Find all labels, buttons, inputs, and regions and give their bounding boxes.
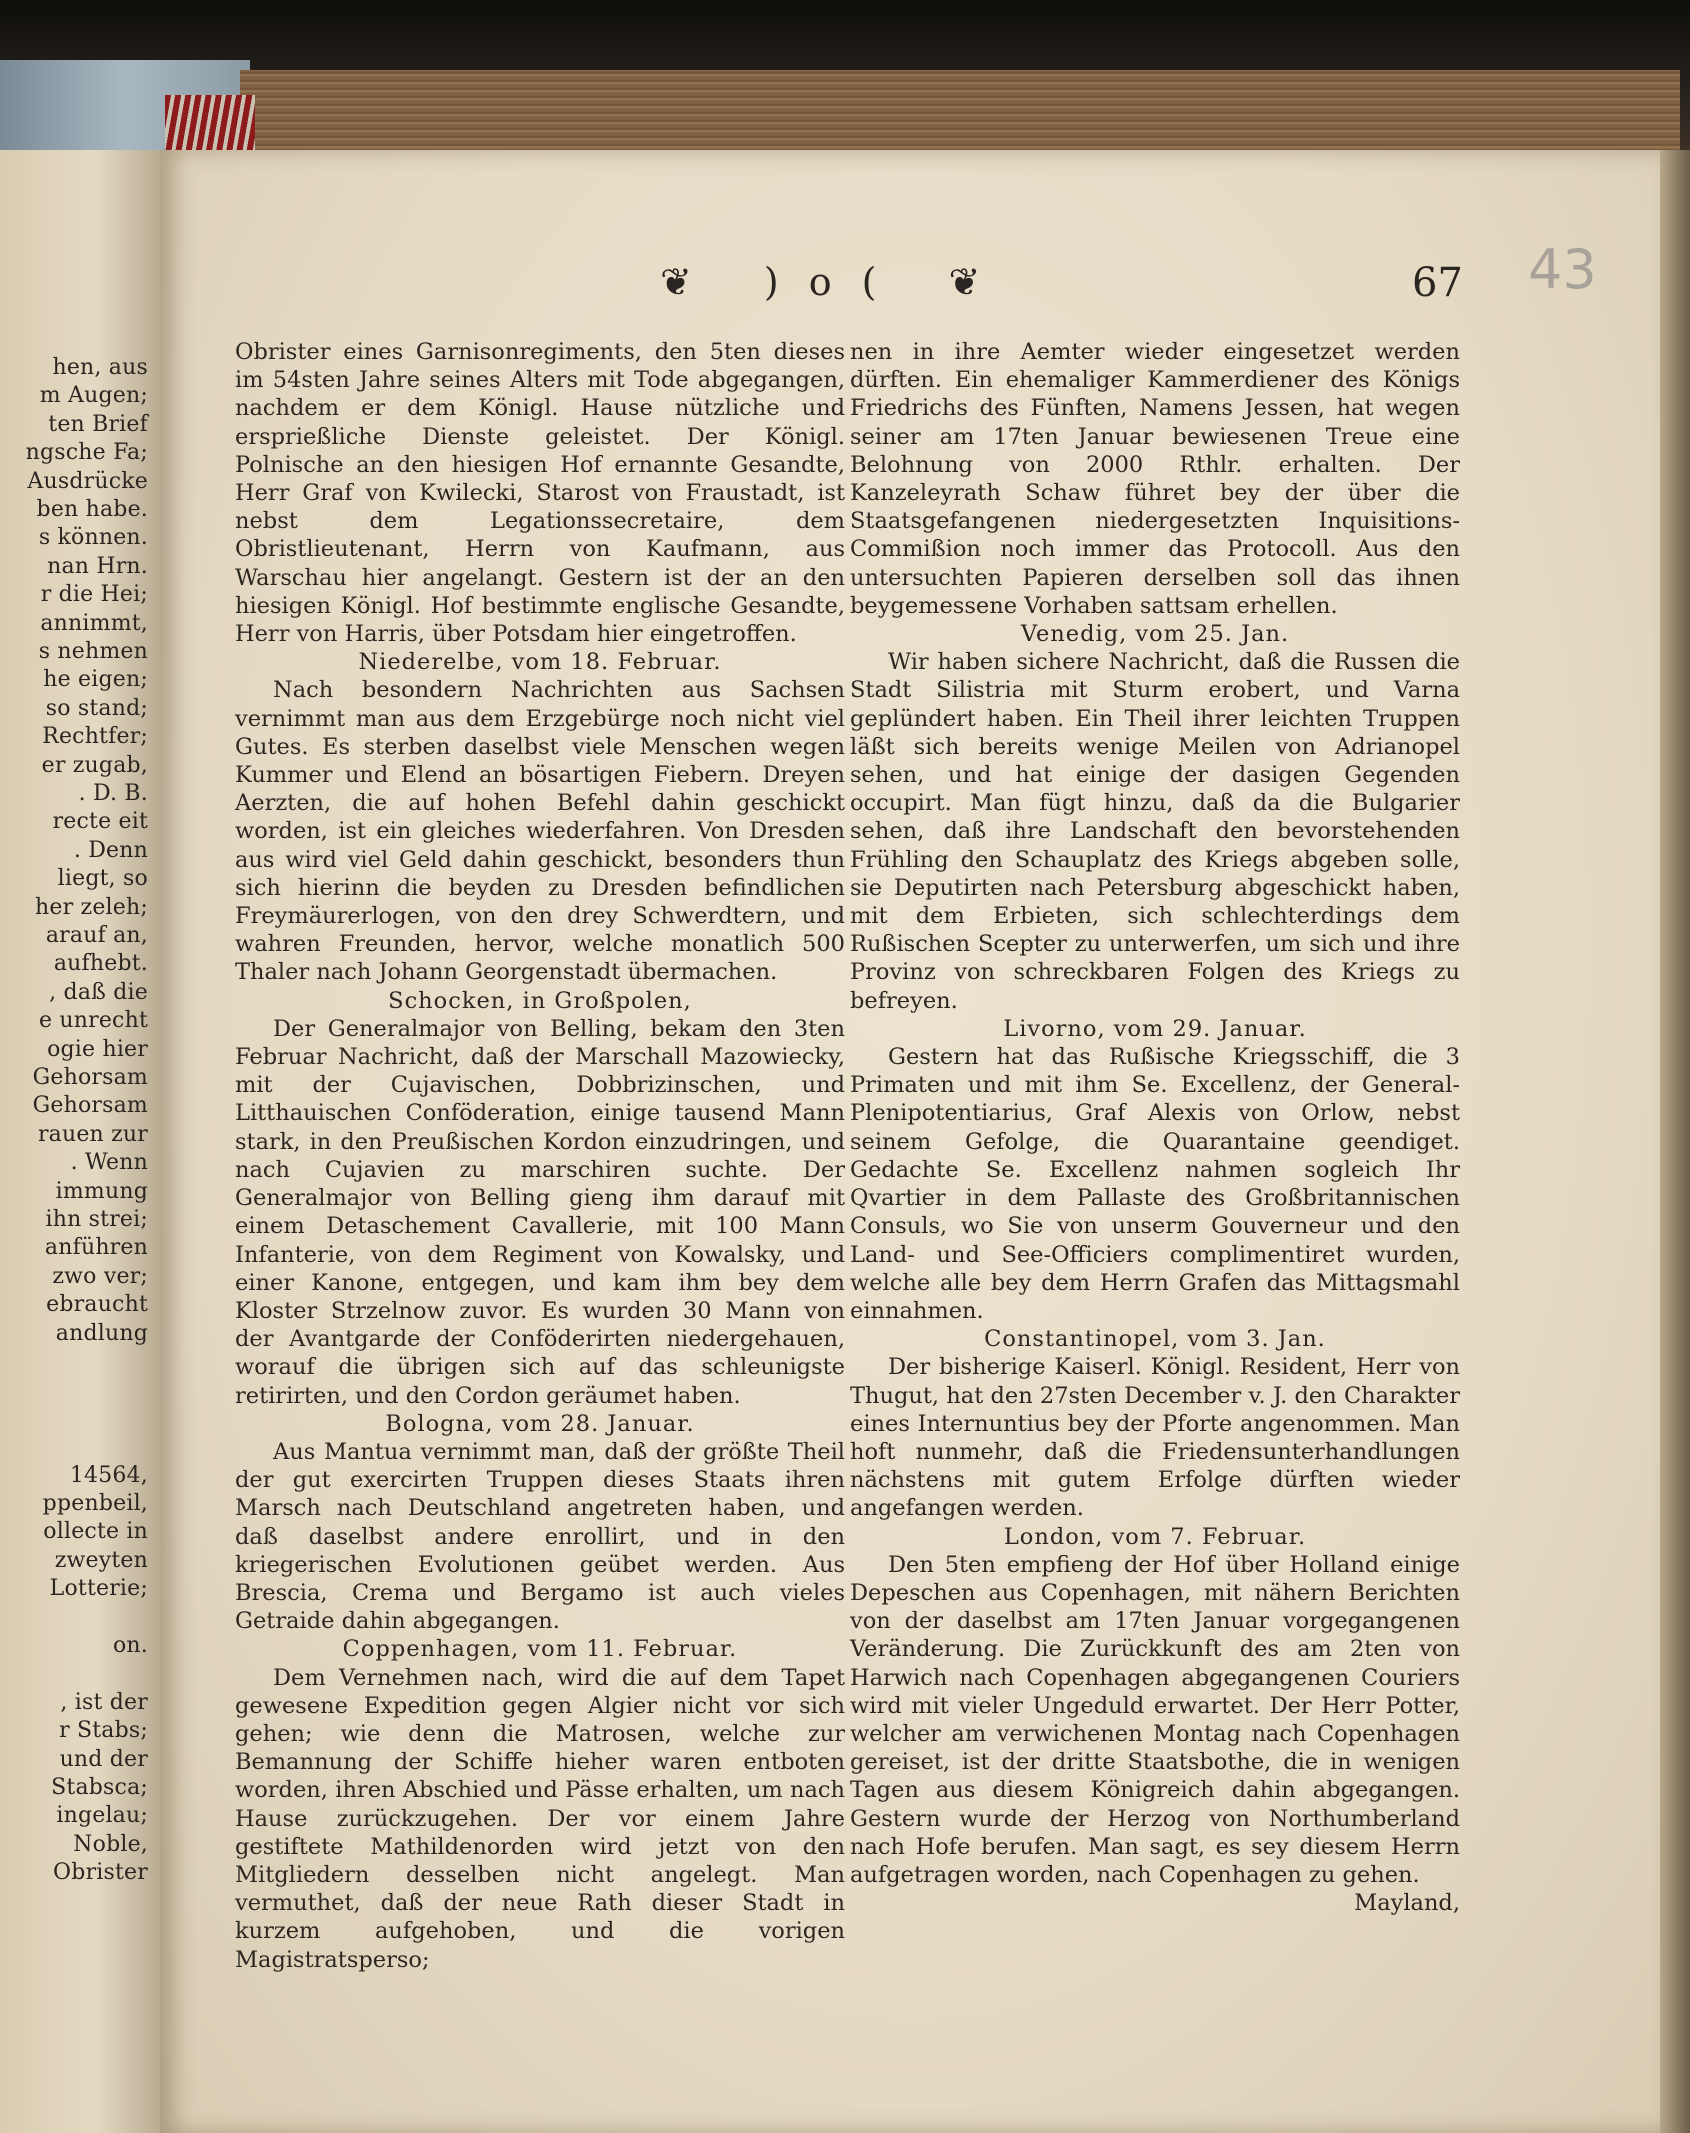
left-page-fragment-line: er zugab, bbox=[41, 752, 148, 778]
dateline-heading: Schocken, in Großpolen, bbox=[388, 987, 692, 1014]
article-paragraph: Der Generalmajor von Belling, bekam den 3ten Februar Nachricht, daß der Marschall Mazowiecky, mit der Cujavischen, Dobbrizinschen, und Litthauischen Conföderation, einige tausend Mann stark, in den Preußischen Kordon einzudringen, und nach Cujavien zu marschiren suchte. Der Generalmajor von Belling gieng ihm darauf mit einem Detaschement Cavallerie, mit 100 Mann Infanterie, von dem Regiment von Kowalsky, und einer Kanone, entgegen, und kam ihm bey dem Kloster Strzelnow zuvor. Es wurden 30 Mann von der Avantgarde der Conföderirten niedergehauen, worauf die übrigen sich auf das schleunigste retirirten, und den Cordon geräumet haben. bbox=[235, 1015, 845, 1409]
left-page-fragment-line: ingelau; bbox=[56, 1803, 148, 1829]
left-page-fragment-line: ngsche Fa; bbox=[25, 440, 148, 466]
left-page-fragment-line: Rechtfer; bbox=[42, 724, 148, 750]
left-page-fragment-line: . D. B. bbox=[78, 781, 148, 806]
dateline-heading: London, vom 7. Februar. bbox=[1003, 1523, 1307, 1550]
left-page-fragment-line: ben habe. bbox=[36, 497, 148, 522]
left-page-fragment-line: . Wenn bbox=[70, 1150, 148, 1176]
left-page-fragment-line: . Denn bbox=[73, 837, 148, 863]
left-page-fragment-line: Lotterie; bbox=[49, 1576, 148, 1602]
article-paragraph: Dem Vernehmen nach, wird die auf dem Tapet gewesene Expedition gegen Algier nicht vor sich gehen; wie denn die Matrosen, welche zur Bemannung der Schiffe hieher waren entboten worden, ihren Abschied und Pässe erhalten, um nach Hause zurückzugehen. Der vor einem Jahre gestiftete Mathildenorden wird jetzt von den Mitgliedern desselben nicht angelegt. Man vermuthet, daß der neue Rath dieser Stadt in kurzem aufgehoben, und die vorigen Magistratsperso; bbox=[235, 1664, 845, 1973]
left-page-fragment-line: liegt, so bbox=[57, 866, 148, 892]
left-page-fragment-line: immung bbox=[55, 1178, 148, 1204]
left-page-fragment-line: Ausdrücke bbox=[27, 468, 148, 494]
left-page-fragment-line: andlung bbox=[55, 1320, 148, 1346]
dateline-heading: Niederelbe, vom 18. Februar. bbox=[358, 649, 722, 676]
left-page-fragment-line: zwo ver; bbox=[52, 1263, 148, 1289]
article-paragraph: Wir haben sichere Nachricht, daß die Russen die Stadt Silistria mit Sturm erobert, und Varna geplündert haben. Ein Theil ihrer leichten Truppen läßt sich bereits wenige Meilen von Adrianopel sehen, und hat einige der dasigen Gegenden occupirt. Man fügt hinzu, daß da die Bulgarier sehen, daß ihre Landschaft den bevorstehenden Frühling den Schauplatz des Kriegs abgeben solle, sie Deputirten nach Petersburg abgeschickt haben, mit dem Erbieten, sich schlechterdings dem Rußischen Scepter zu unterwerfen, um sich und ihre Provinz von schreckbaren Folgen des Kriegs zu befreyen. bbox=[850, 649, 1460, 1014]
article-paragraph: Der bisherige Kaiserl. Königl. Resident, Herr von Thugut, hat den 27sten December v. J. den Charakter eines Internuntius bey der Pforte angenommen. Man hoft nunmehr, daß die Friedensunterhandlungen nächstens mit gutem Erfolge dürften wieder angefangen werden. bbox=[850, 1354, 1460, 1522]
text-column-right bbox=[850, 338, 1460, 1917]
left-page-fragment-line: Noble, bbox=[73, 1831, 148, 1857]
article-paragraph: Gestern hat das Rußische Kriegsschiff, die 3 Primaten und mit ihm Se. Excellenz, der General-Plenipotentiarius, Graf Alexis von Orlow, nebst seinem Gefolge, die Quarantaine geendiget. Gedachte Se. Excellenz nahmen sogleich Ihr Qvartier in dem Pallaste des Großbritannischen Consuls, wo Sie von unserm Gouverneur und den Land- und See-Officiers complimentiret wurden, welche alle bey dem Herrn Grafen das Mittagsmahl einnahmen. bbox=[850, 1044, 1460, 1324]
left-page-fragment-line: rauen zur bbox=[37, 1121, 148, 1147]
left-page-fragment-line: e unrecht bbox=[38, 1008, 148, 1034]
dateline-heading: Bologna, vom 28. Januar. bbox=[385, 1410, 695, 1437]
left-page-fragment-line: recte eit bbox=[52, 809, 148, 835]
left-page-fragment-line: ten Brief bbox=[48, 411, 148, 437]
left-page-fragment-line: r Stabs; bbox=[59, 1718, 148, 1744]
left-page-fragment-line: s nehmen bbox=[38, 639, 148, 664]
left-page-fragment-line: Gehorsam bbox=[32, 1065, 148, 1090]
left-page-fragment-line: anführen bbox=[44, 1235, 148, 1261]
left-page-fragment-line: Obrister bbox=[53, 1860, 148, 1886]
left-page-fragment-line: s können. bbox=[38, 525, 148, 551]
left-page-fragment-line: zweyten bbox=[54, 1547, 148, 1573]
article-paragraph: Den 5ten empfieng der Hof über Holland einige Depeschen aus Copenhagen, mit nähern Berichten von der daselbst am 17ten Januar vorgegangenen Veränderung. Die Zurückkunft des am 2ten von Harwich nach Copenhagen abgegangenen Couriers wird mit vieler Ungeduld erwartet. Der Herr Potter, welcher am verwichenen Montag nach Copenhagen gereiset, ist der dritte Staatsbothe, die in wenigen Tagen aus diesem Königreich dahin abgegangen. Gestern wurde der Herzog von Northumberland nach Hofe berufen. Man sagt, es sey diesem Herrn aufgetragen worden, nach Copenhagen zu gehen. bbox=[850, 1551, 1460, 1888]
page-edge-shadow bbox=[1660, 150, 1690, 2133]
page-header bbox=[160, 238, 1660, 320]
left-page-fragment-line: , daß die bbox=[49, 979, 148, 1005]
dateline-heading: Coppenhagen, vom 11. Februar. bbox=[342, 1636, 738, 1663]
newspaper-page bbox=[160, 150, 1660, 2133]
dateline-heading: Livorno, vom 29. Januar. bbox=[1003, 1015, 1307, 1042]
left-page-fragment-line: nan Hrn. bbox=[47, 553, 148, 579]
article-paragraph: Nach besondern Nachrichten aus Sachsen vernimmt man aus dem Erzgebürge noch nicht viel Gutes. Es sterben daselbst viele Menschen wegen Kummer und Elend an bösartigen Fiebern. Dreyen Aerzten, die auf hohen Befehl dahin geschickt worden, ist ein gleiches wiederfahren. Von Dresden aus wird viel Geld dahin geschickt, besonders thun sich hierinn die beyden zu Dresden befindlichen Freymäurerlogen, von den drey Schwerdtern, und wahren Freunden, hervor, welche monatlich 500 Thaler nach Johann Georgenstadt übermachen. bbox=[235, 677, 845, 986]
left-page-fragment-line: ollecte in bbox=[43, 1519, 148, 1545]
left-page-fragment-line: on. bbox=[112, 1633, 148, 1658]
dateline-heading: Venedig, vom 25. Jan. bbox=[1020, 621, 1290, 648]
left-page-fragment-line: r die Hei; bbox=[40, 582, 148, 608]
left-page-fragment-line: so stand; bbox=[45, 695, 148, 721]
left-facing-page bbox=[0, 150, 160, 2133]
left-page-fragment-line: ebraucht bbox=[46, 1292, 148, 1318]
left-page-fragment-line: ppenbeil, bbox=[42, 1491, 148, 1516]
header-ornaments: ❦ )o( ❦ bbox=[660, 260, 1011, 304]
left-page-fragment-line: hen, aus bbox=[52, 355, 148, 380]
dateline-heading: Constantinopel, vom 3. Jan. bbox=[984, 1326, 1326, 1353]
left-page-fragment-line: ogie hier bbox=[47, 1036, 148, 1062]
left-page-fragment-line: Stabsca; bbox=[51, 1775, 148, 1800]
left-page-fragment-line: und der bbox=[59, 1746, 148, 1772]
archive-pencil-number: 43 bbox=[1528, 238, 1597, 301]
text-column-left bbox=[235, 338, 845, 1974]
article-paragraph: Aus Mantua vernimmt man, daß der größte Theil der gut exercirten Truppen dieses Staats ihren Marsch nach Deutschland angetreten haben, und daß daselbst andere enrollirt, und in den kriegerischen Evolutionen geübet werden. Aus Brescia, Crema und Bergamo ist auch vieles Getraide dahin abgegangen. bbox=[235, 1438, 845, 1635]
left-page-fragment-line: aufhebt. bbox=[53, 951, 148, 977]
left-page-fragment-line: ihn strei; bbox=[45, 1207, 148, 1232]
left-page-fragment-line: Gehorsam bbox=[32, 1093, 148, 1119]
continued-text: Obrister eines Garnisonregiments, den 5ten dieses im 54sten Jahre seines Alters mit Tode abgegangen, nachdem er dem Königl. Hause nützliche und ersprießliche Dienste geleistet. Der Königl. Polnische an den hiesigen Hof ernannte Gesandte, Herr Graf von Kwilecki, Starost von Fraustadt, ist nebst dem Legationssecretaire, dem Obristlieutenant, Herrn von Kaufmann, aus Warschau hier angelangt. Gestern ist der an den hiesigen Königl. Hof bestimmte englische Gesandte, Herr von Harris, über Potsdam hier eingetroffen. bbox=[235, 339, 845, 648]
left-page-fragment-line: he eigen; bbox=[43, 667, 148, 693]
left-page-fragment-line: 14564, bbox=[69, 1462, 148, 1488]
left-page-fragment-line: m Augen; bbox=[39, 383, 148, 409]
catchword: Mayland, bbox=[1354, 1890, 1460, 1917]
left-page-fragment-line: arauf an, bbox=[45, 923, 148, 948]
bookmark-ribbon bbox=[165, 95, 255, 155]
left-page-fragment-line: her zeleh; bbox=[35, 894, 148, 920]
left-page-fragment-line: annimmt, bbox=[40, 610, 148, 636]
continued-text: nen in ihre Aemter wieder eingesetzet werden dürften. Ein ehemaliger Kammerdiener des Königs Friedrichs des Fünften, Namens Jessen, hat wegen seiner am 17ten Januar bewiesenen Treue eine Belohnung von 2000 Rthlr. erhalten. Der Kanzeleyrath Schaw führet bey der über die Staatsgefangenen niedergesetzten Inquisitions-Commißion noch immer das Protocoll. Aus den untersuchten Papieren derselben soll das ihnen beygemessene Vorhaben sattsam erhellen. bbox=[850, 339, 1460, 619]
page-number: 67 bbox=[1412, 260, 1463, 306]
left-page-fragment-line: , ist der bbox=[60, 1689, 148, 1715]
